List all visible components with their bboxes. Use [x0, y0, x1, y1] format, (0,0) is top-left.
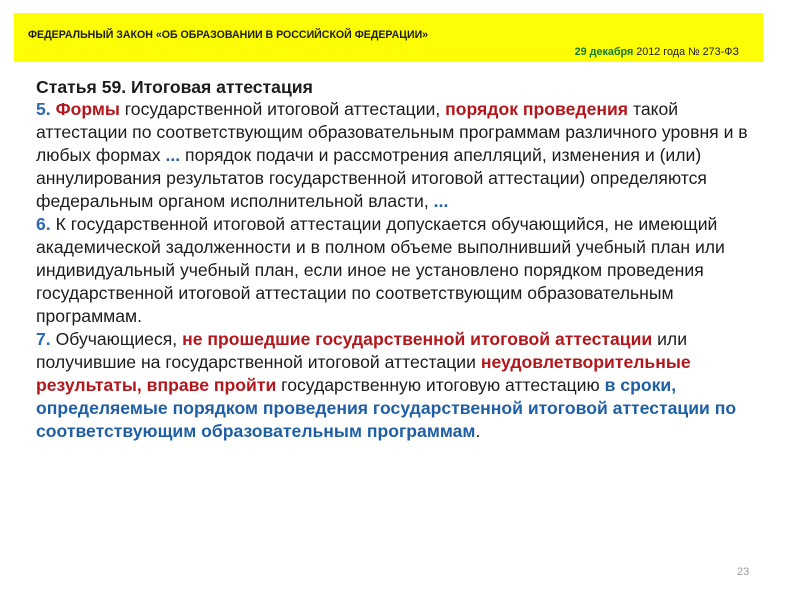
paragraph-5-text-3: порядок подачи и рассмотрения апелляций, изменения и (или) аннулирования результатов государственной итоговой аттестации) определяются федеральным органом исполнительной власти, [36, 145, 707, 211]
page-number: 23 [737, 566, 750, 578]
not-passed-highlight: не прошедшие государственной итоговой аттестации [182, 329, 653, 349]
paragraph-7-text-1: Обучающиеся, [55, 329, 183, 349]
paragraph-5 [36, 98, 771, 213]
article-body [36, 76, 771, 443]
law-date [575, 46, 739, 58]
law-date-rest: 2012 года № 273-ФЗ [633, 46, 739, 58]
paragraph-5-text-2: такой аттестации по соответствующим образовательным программам различного уровня и в любых формах [36, 99, 748, 165]
ellipsis-1: ... [165, 145, 181, 165]
entitled-highlight: вправе пройти [146, 375, 277, 395]
order-highlight: порядок проведения [445, 99, 629, 119]
paragraph-6-text: К государственной итоговой аттестации допускается обучающийся, не имеющий академической задолженности и в полном объеме выполнивший учебный план или индивидуальный учебный план, если иное не установлено порядком проведения государственной итоговой аттестации по соответствующим образовательным программам. [36, 214, 725, 326]
paragraph-7-text-2: или получившие на государственной итоговой аттестации [36, 329, 688, 372]
header-banner [14, 13, 763, 62]
paragraph-7-end: . [475, 421, 481, 441]
paragraph-7-number: 7. [36, 329, 56, 349]
article-title: Статья 59. Итоговая аттестация [36, 77, 313, 97]
comma: , [136, 375, 147, 395]
unsatisfactory-highlight: неудовлетворительные результаты [36, 352, 691, 395]
paragraph-5-text-1: государственной итоговой аттестации, [119, 99, 446, 119]
forms-highlight: Формы [55, 99, 120, 119]
terms-highlight: в сроки, определяемые порядком проведения государственной итоговой аттестации по соответствующим образовательным программам [36, 375, 737, 441]
paragraph-6-number: 6. [36, 214, 56, 234]
ellipsis-2: ... [433, 191, 449, 211]
paragraph-6 [36, 213, 771, 328]
law-date-day: 29 декабря [574, 46, 634, 58]
paragraph-5-number: 5. [36, 99, 56, 119]
paragraph-7 [36, 328, 771, 443]
law-title: ФЕДЕРАЛЬНЫЙ ЗАКОН «ОБ ОБРАЗОВАНИИ В РОССИЙСКОЙ ФЕДЕРАЦИИ» [28, 29, 429, 41]
paragraph-7-text-3: государственную итоговую аттестацию [276, 375, 605, 395]
